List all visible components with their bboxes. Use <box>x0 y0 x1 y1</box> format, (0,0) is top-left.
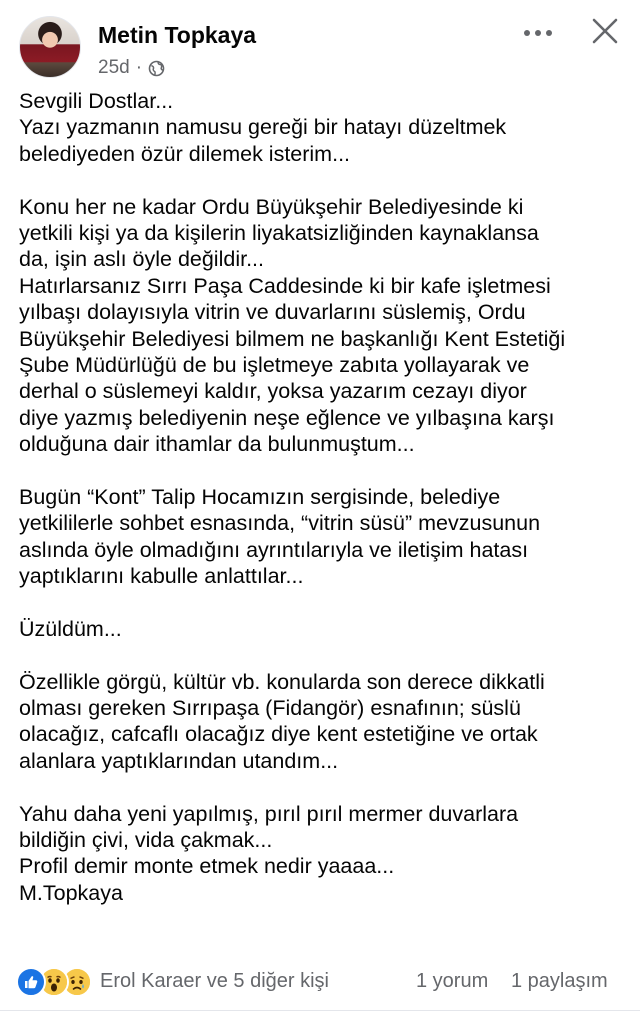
post-text-line: Bugün “Kont” Talip Hocamızın sergisinde, belediye <box>19 484 501 509</box>
post-text-line: M.Topkaya <box>19 880 123 905</box>
post-text-line: Sevgili Dostlar... <box>19 89 174 113</box>
post-text-line: Hatırlarsanız Sırrı Paşa Caddesinde ki bir kafe işletmesi <box>19 273 551 298</box>
close-button[interactable] <box>586 16 624 50</box>
reaction-names[interactable]: Erol Karaer ve 5 diğer kişi <box>100 970 329 992</box>
post-text-line: Şube Müdürlüğü de bu işletmeye zabıta yollayarak ve <box>19 352 530 377</box>
post-text-line: belediyeden özür dilemek isterim... <box>19 141 351 166</box>
post-text-line: bildiğin çivi, vida çakmak... <box>19 827 273 852</box>
blank-line <box>19 167 631 193</box>
post-text-line: olduğuna dair ithamlar da bulunmuştum... <box>19 432 415 457</box>
author-name[interactable]: Metin Topkaya <box>98 22 257 48</box>
post-text-line: Yazı yazmanın namusu gereği bir hatayı düzeltmek <box>19 115 507 140</box>
globe-icon <box>148 60 165 77</box>
blank-line <box>19 457 631 483</box>
post-text-line: olacağız, cafcaflı olacağız diye kent estetiğine ve ortak <box>19 722 538 747</box>
post-text-line: Yahu daha yeni yapılmış, pırıl pırıl mermer duvarlara <box>19 801 519 826</box>
post-header <box>0 0 640 84</box>
post-text-line: olması gereken Sırrıpaşa (Fidangör) esnafının; süslü <box>19 695 521 720</box>
post-text-line: Özellikle görgü, kültür vb. konularda son derece dikkatli <box>19 669 545 694</box>
post-text-line: Üzüldüm... <box>19 616 122 641</box>
comments-count[interactable]: 1 yorum <box>416 970 489 992</box>
post-text-line: Profil demir monte etmek nedir yaaaa... <box>19 854 395 879</box>
more-horizontal-icon <box>523 24 553 42</box>
meta-separator: · <box>135 57 143 78</box>
post-text-line: diye yazmış belediyenin neşe eğlence ve yılbaşına karşı <box>19 405 555 430</box>
post-text-line: yaptıklarını kabulle anlattılar... <box>19 564 304 589</box>
post-text-line: aslında öyle olmadığını ayrıntılarıyla ve iletişim hatası <box>19 537 529 562</box>
post-text-line: alanlara yaptıklarından utandım... <box>19 748 339 773</box>
close-icon <box>592 18 618 49</box>
post-text-line: Konu her ne kadar Ordu Büyükşehir Belediyesinde ki <box>19 194 524 219</box>
like-icon <box>16 967 46 997</box>
post-footer <box>0 962 640 1002</box>
post-meta <box>98 56 165 80</box>
post-text-line: Büyükşehir Belediyesi bilmem ne başkanlığı Kent Estetiği <box>19 326 566 351</box>
shares-count[interactable]: 1 paylaşım <box>511 970 608 992</box>
post-time[interactable]: 25d <box>98 57 130 78</box>
post-text <box>19 88 631 906</box>
blank-line <box>19 642 631 668</box>
blank-line <box>19 589 631 615</box>
post-text-line: yılbaşı dolayısıyla vitrin ve duvarlarını süslemiş, Ordu <box>19 300 526 325</box>
post-text-line: derhal o süslemeyi kaldır, yoksa yazarım cezayı diyor <box>19 379 527 404</box>
more-options-button[interactable] <box>518 18 558 48</box>
divider <box>0 1010 640 1011</box>
author-avatar[interactable] <box>19 16 81 78</box>
post-text-line: yetkili kişi ya da kişilerin liyakatsizliğinden kaynaklansa <box>19 220 539 245</box>
post-text-line: yetkililerle sohbet esnasında, “vitrin süsü” mevzusunun <box>19 511 541 536</box>
reaction-icons[interactable] <box>16 968 85 996</box>
blank-line <box>19 774 631 800</box>
post-text-line: da, işin aslı öyle değildir... <box>19 247 264 272</box>
